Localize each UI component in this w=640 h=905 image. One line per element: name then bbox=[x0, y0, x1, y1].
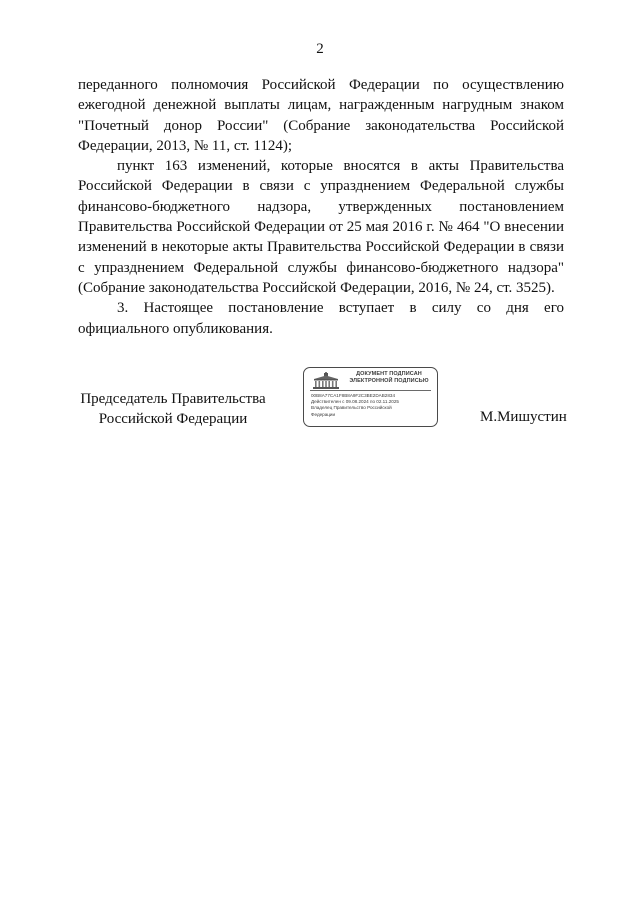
signer-title-line-2: Российской Федерации bbox=[98, 411, 248, 428]
signature-block bbox=[0, 367, 640, 437]
stamp-certificate: 00B8A77CA1F8B8A9F2C3BE2DAB2834 bbox=[311, 393, 396, 398]
electronic-signature-stamp bbox=[303, 367, 438, 427]
page-number: 2 bbox=[316, 41, 324, 57]
stamp-header-line-2: ЭЛЕКТРОННОЙ ПОДПИСЬЮ bbox=[349, 378, 429, 384]
document-body bbox=[78, 75, 564, 339]
stamp-details bbox=[311, 393, 435, 418]
signer-title-line-1: Председатель Правительства bbox=[80, 391, 266, 407]
stamp-header bbox=[342, 371, 436, 385]
stamp-divider bbox=[310, 390, 431, 391]
paragraph-continuation: переданного полномочия Российской Федерации по осуществлению ежегодной денежной выплаты лицам, награжденным нагрудным знаком "Почетный донор России" (Собрание законодательства Российской Федерации, 2013, № 11, ст. 1124); bbox=[78, 77, 564, 154]
stamp-validity: Действителен с 09.08.2024 по 02.11.2025 bbox=[311, 399, 399, 405]
paragraph-item-163: пункт 163 изменений, которые вносятся в акты Правительства Российской Федерации в связи с упразднением Федеральной службы финансово-бюджетного надзора, утвержденных постановлением Правительства Российской Федерации от 25 мая 2016 г. № 464 "О внесении изменений в некоторые акты Правительства Российской Федерации в связи с упразднением Федеральной службы финансово-бюджетного надзора" (Собрание законодательства Российской Федерации, 2016, № 24, ст. 3525). bbox=[78, 158, 564, 296]
stamp-owner-line-1: Владелец Правительство Российской bbox=[311, 405, 392, 411]
signer-title bbox=[78, 389, 268, 430]
stamp-header-line-1: ДОКУМЕНТ ПОДПИСАН bbox=[356, 371, 422, 377]
government-building-icon bbox=[311, 372, 341, 390]
signer-name: М.Мишустин bbox=[480, 409, 567, 425]
stamp-owner-line-2: Федерации bbox=[311, 411, 336, 417]
paragraph-effective-date: 3. Настоящее постановление вступает в силу со дня его официального опубликования. bbox=[78, 300, 564, 337]
